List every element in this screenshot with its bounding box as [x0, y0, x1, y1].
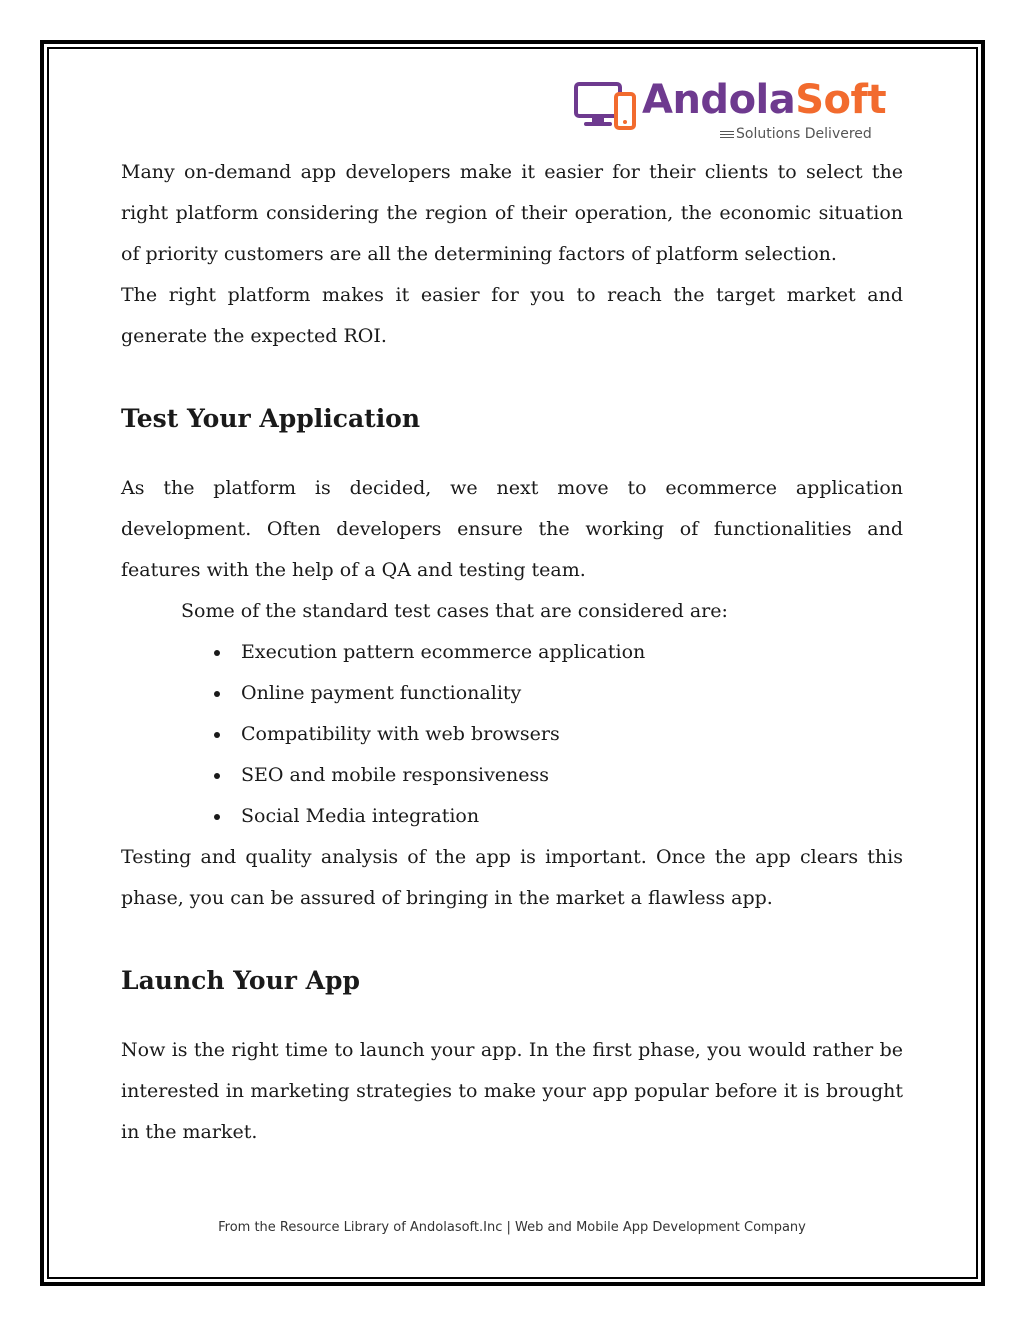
launch-paragraph-1: Now is the right time to launch your app. In the first phase, you would rather be interested in marketing strategies to make your app popular before it is brought in the market. — [121, 1039, 903, 1143]
menu-lines-icon — [720, 129, 734, 140]
document-body — [121, 152, 903, 1153]
list-item-text: Social Media integration — [241, 805, 480, 827]
list-item-text: SEO and mobile responsiveness — [241, 764, 550, 786]
intro-paragraph-1: Many on-demand app developers make it easier for their clients to select the right platform considering the region of their operation, the economic situation of priority customers are all the determining factors of platform selection. — [121, 161, 903, 265]
bullet-icon — [214, 650, 220, 656]
list-item-text: Execution pattern ecommerce application — [241, 641, 646, 663]
list-item — [208, 714, 903, 755]
brand-tagline — [720, 126, 872, 142]
bullet-icon — [214, 814, 220, 820]
bullet-icon — [214, 691, 220, 697]
test-cases-list — [121, 632, 903, 837]
list-item — [208, 755, 903, 796]
intro-paragraph-2: The right platform makes it easier for you to reach the target market and generate the expected ROI. — [121, 284, 903, 347]
bullet-icon — [214, 732, 220, 738]
heading-test-your-application: Test Your Application — [121, 404, 421, 433]
list-item — [208, 796, 903, 837]
list-item — [208, 632, 903, 673]
page-footer: From the Resource Library of Andolasoft.Inc | Web and Mobile App Development Company — [218, 1220, 806, 1235]
heading-launch-your-app: Launch Your App — [121, 966, 360, 995]
monitor-phone-icon — [574, 80, 638, 136]
test-lead-line: Some of the standard test cases that are considered are: — [181, 600, 728, 622]
brand-tagline-text: Solutions Delivered — [736, 126, 872, 142]
list-item-text: Online payment functionality — [241, 682, 522, 704]
list-item — [208, 673, 903, 714]
test-paragraph-1: As the platform is decided, we next move to ecommerce application development. Often developers ensure the working of functionalities and features with the help of a QA and testing team. — [121, 477, 903, 581]
brand-name-second: Soft — [795, 77, 887, 123]
test-paragraph-2: Testing and quality analysis of the app is important. Once the app clears this phase, you can be assured of bringing in the market a flawless app. — [121, 846, 903, 909]
andolasoft-logo — [572, 77, 887, 148]
brand-name-first: Andola — [642, 77, 796, 123]
brand-name — [642, 76, 886, 124]
bullet-icon — [214, 773, 220, 779]
list-item-text: Compatibility with web browsers — [241, 723, 560, 745]
